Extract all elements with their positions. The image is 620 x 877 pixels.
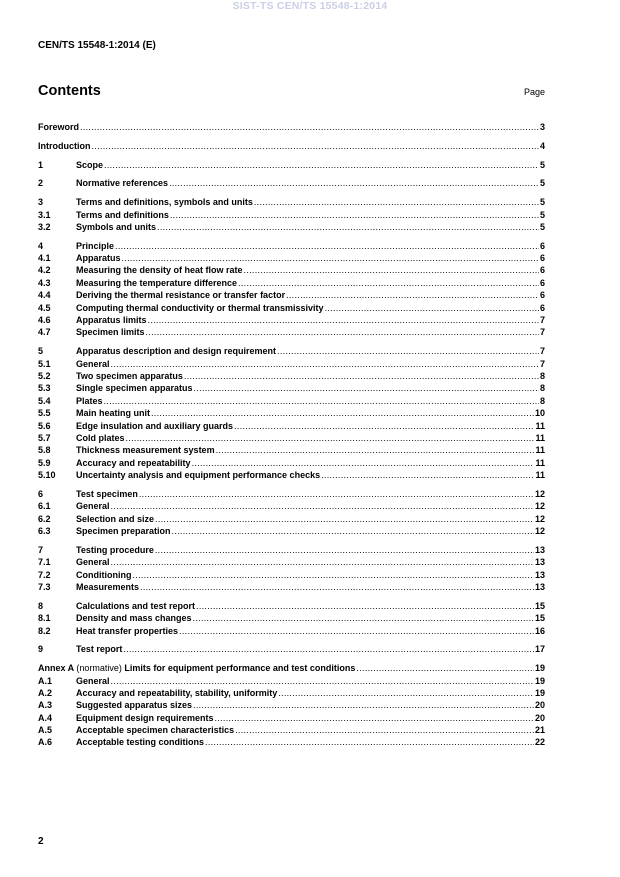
dot-leader	[92, 141, 539, 151]
toc-entry-page: 6	[539, 240, 545, 251]
toc-entry-title: Measuring the temperature difference	[76, 277, 238, 288]
toc-entry-page: 5	[539, 209, 545, 220]
dot-leader	[111, 557, 534, 567]
dot-leader	[215, 713, 534, 723]
toc-entry[interactable]	[38, 303, 545, 315]
toc-entry[interactable]	[38, 725, 545, 737]
toc-entry-page: 6	[539, 253, 545, 264]
dot-leader	[111, 501, 534, 511]
toc-entry-title: Equipment design requirements	[76, 712, 214, 723]
toc-entry-number: 2	[38, 178, 44, 189]
dot-leader	[238, 278, 539, 288]
toc-entry-page: 15	[534, 600, 545, 611]
toc-entry[interactable]	[38, 122, 545, 134]
toc-entry-page: 12	[534, 513, 545, 524]
toc-entry[interactable]	[38, 359, 545, 371]
toc-entry[interactable]	[38, 644, 545, 656]
dot-leader	[244, 265, 539, 275]
annex-page: 19	[534, 663, 545, 674]
dot-leader	[148, 315, 539, 325]
dot-leader	[115, 241, 539, 251]
annex-title-group	[38, 663, 355, 673]
toc-entry-number: 8.2	[38, 625, 51, 636]
toc-entry-number: 6.3	[38, 526, 51, 537]
toc-entry[interactable]	[38, 470, 545, 482]
toc-entry[interactable]	[38, 141, 545, 153]
toc-entry-page: 22	[534, 737, 545, 748]
dot-leader	[194, 383, 539, 393]
toc-entry[interactable]	[38, 458, 545, 470]
toc-entry-page: 13	[534, 582, 545, 593]
toc-entry-number: 4	[38, 240, 44, 251]
toc-entry-title: Accuracy and repeatability	[76, 457, 191, 468]
toc-entry-title: Uncertainty analysis and equipment performance checks	[76, 470, 321, 481]
toc-entry[interactable]	[38, 601, 545, 613]
toc-entry[interactable]	[38, 396, 545, 408]
toc-entry-page: 11	[535, 432, 545, 443]
toc-entry-title: Foreword	[38, 122, 80, 132]
toc-entry-number: A.3	[38, 700, 53, 711]
toc-entry-number: 4.2	[38, 265, 51, 276]
dot-leader	[111, 359, 539, 369]
dot-leader	[278, 688, 534, 698]
toc-entry[interactable]	[38, 676, 545, 688]
toc-entry-page: 7	[539, 327, 545, 338]
toc-entry-title: Measurements	[76, 582, 140, 593]
toc-entry-page: 5	[539, 159, 545, 170]
toc-entry-page: 10	[534, 408, 545, 419]
toc-entry-title: Calculations and test report	[76, 600, 196, 611]
dot-leader	[205, 737, 534, 747]
dot-leader	[277, 346, 539, 356]
toc-entry-page: 19	[534, 675, 545, 686]
dot-leader	[234, 421, 534, 431]
toc-entry-number: 5.9	[38, 457, 51, 468]
toc-entry[interactable]	[38, 700, 545, 712]
toc-entry-number: 8	[38, 600, 44, 611]
toc-entry-page: 7	[539, 358, 545, 369]
toc-entry-number: 5.3	[38, 383, 51, 394]
dot-leader	[140, 582, 534, 592]
toc-entry-number: 4.7	[38, 327, 51, 338]
toc-entry[interactable]	[38, 253, 545, 265]
toc-entry-title: Apparatus description and design requirement	[76, 346, 277, 357]
toc-entry-number: 5.1	[38, 358, 51, 369]
toc-entry-title: General	[76, 358, 110, 369]
toc-entry-number: 7.3	[38, 582, 51, 593]
toc-entry-number: 5.4	[38, 395, 51, 406]
toc-entry-number: 6.1	[38, 501, 51, 512]
toc-entry-title: Thickness measurement system	[76, 445, 215, 456]
toc-entry[interactable]	[38, 737, 545, 749]
toc-entry-title: Computing thermal conductivity or thermal transmissivity	[76, 302, 324, 313]
toc-entry[interactable]	[38, 545, 545, 557]
toc-entry-page: 7	[539, 346, 545, 357]
toc-entry[interactable]	[38, 514, 545, 526]
toc-entry-number: 5.10	[38, 470, 56, 481]
toc-entry[interactable]	[38, 210, 545, 222]
toc-entry-title: Cold plates	[76, 432, 125, 443]
toc-entry[interactable]	[38, 383, 545, 395]
toc-entry-number: A.1	[38, 675, 53, 686]
toc-entry[interactable]	[38, 557, 545, 569]
toc-entry-title: Acceptable specimen characteristics	[76, 725, 235, 736]
toc-entry[interactable]	[38, 626, 545, 638]
toc-entry-title: Density and mass changes	[76, 613, 192, 624]
toc-annex-entries	[38, 676, 545, 750]
page-title: Contents	[38, 83, 101, 99]
toc-entry-page: 16	[534, 625, 545, 636]
toc-entry-title: Selection and size	[76, 513, 155, 524]
toc-entry-number: 7.1	[38, 557, 51, 568]
dot-leader	[157, 222, 539, 232]
dot-leader	[155, 545, 534, 555]
dot-leader	[151, 408, 534, 418]
toc-entry-number: 9	[38, 644, 44, 655]
toc-entry-title: Conditioning	[76, 569, 132, 580]
toc-entry-number: 4.4	[38, 290, 51, 301]
dot-leader	[123, 644, 534, 654]
toc-entry[interactable]	[38, 222, 545, 234]
toc-entry-page: 8	[539, 383, 545, 394]
toc-entry[interactable]	[38, 713, 545, 725]
toc-entry-title: Principle	[76, 240, 115, 251]
dot-leader	[122, 253, 539, 263]
dot-leader	[325, 303, 539, 313]
toc-entry-number: 3.2	[38, 221, 51, 232]
toc-entry-number: A.5	[38, 725, 53, 736]
dot-leader	[321, 470, 534, 480]
toc-annex-entry[interactable]	[38, 663, 545, 675]
toc-entry-page: 6	[539, 302, 545, 313]
toc-entry[interactable]	[38, 445, 545, 457]
toc-entry-number: 6	[38, 488, 44, 499]
toc-entry-title: General	[76, 675, 110, 686]
dot-leader	[286, 290, 539, 300]
toc-entry-title: Testing procedure	[76, 544, 154, 555]
toc-entry-number: 5.7	[38, 432, 51, 443]
toc-entry[interactable]	[38, 501, 545, 513]
toc-entry-page: 13	[534, 569, 545, 580]
toc-entry-number: 5	[38, 346, 44, 357]
toc-entry-title: Edge insulation and auxiliary guards	[76, 420, 234, 431]
toc-main-entries	[38, 122, 545, 657]
toc-entry-number: 7	[38, 544, 44, 555]
toc-entry-title: Terms and definitions, symbols and units	[76, 197, 253, 208]
toc-entry-title: Terms and definitions	[76, 209, 169, 220]
toc-entry[interactable]	[38, 582, 545, 594]
toc-entry-number: A.2	[38, 687, 53, 698]
dot-leader	[193, 613, 534, 623]
toc-entry[interactable]	[38, 688, 545, 700]
toc-entry-page: 21	[534, 725, 545, 736]
toc-entry[interactable]	[38, 160, 545, 172]
dot-leader	[169, 178, 539, 188]
toc-entry-title: Normative references	[76, 178, 169, 189]
toc-entry-page: 4	[539, 140, 545, 151]
toc-entry-page: 3	[539, 122, 545, 132]
toc-entry-title: Introduction	[38, 140, 91, 151]
toc-entry-number: 7.2	[38, 569, 51, 580]
toc-entry-number: 4.3	[38, 277, 51, 288]
dot-leader	[192, 458, 535, 468]
toc-entry-number: 1	[38, 159, 44, 170]
dot-leader	[104, 396, 539, 406]
toc-entry[interactable]	[38, 327, 545, 339]
toc-entry[interactable]	[38, 197, 545, 209]
toc-entry-number: 3.1	[38, 209, 51, 220]
toc-entry-title: Symbols and units	[76, 221, 157, 232]
toc-entry-page: 17	[534, 644, 545, 655]
dot-leader	[126, 433, 535, 443]
toc-entry-number: 5.5	[38, 408, 51, 419]
dot-leader	[146, 327, 539, 337]
dot-leader	[111, 676, 534, 686]
toc-entry-page: 12	[534, 488, 545, 499]
toc-entry-page: 12	[534, 501, 545, 512]
toc-entry[interactable]	[38, 371, 545, 383]
toc-entry-number: A.4	[38, 712, 53, 723]
toc-entry-title: Apparatus limits	[76, 315, 147, 326]
page-number: 2	[38, 836, 44, 847]
toc-entry-page: 19	[534, 687, 545, 698]
dot-leader	[80, 122, 539, 132]
toc-entry[interactable]	[38, 346, 545, 358]
toc-entry-title: General	[76, 501, 110, 512]
annex-title: Limits for equipment performance and test conditions	[124, 663, 356, 674]
toc-entry-page: 5	[539, 178, 545, 189]
toc-entry-title: Specimen limits	[76, 327, 145, 338]
toc-entry-title: Test specimen	[76, 488, 138, 499]
toc-entry-number: A.6	[38, 737, 53, 748]
dot-leader	[132, 570, 534, 580]
toc-entry-number: 6.2	[38, 513, 51, 524]
dot-leader	[170, 210, 539, 220]
toc-entry-title: Single specimen apparatus	[76, 383, 193, 394]
dot-leader	[235, 725, 534, 735]
toc-entry-page: 6	[539, 265, 545, 276]
toc-entry-page: 13	[534, 557, 545, 568]
toc-entry-page: 15	[534, 613, 545, 624]
toc-entry[interactable]	[38, 315, 545, 327]
toc-entry-title: Test report	[76, 644, 123, 655]
toc-entry-number: 5.8	[38, 445, 51, 456]
page-column-label: Page	[523, 87, 545, 97]
toc-entry-number: 4.6	[38, 315, 51, 326]
toc-entry-page: 5	[539, 197, 545, 208]
toc-entry-number: 5.2	[38, 370, 51, 381]
toc-entry[interactable]	[38, 408, 545, 420]
toc-entry[interactable]	[38, 265, 545, 277]
toc-entry[interactable]	[38, 489, 545, 501]
toc-entry-page: 11	[535, 457, 545, 468]
toc-entry-page: 13	[534, 544, 545, 555]
annex-label: Annex A	[38, 663, 74, 674]
table-of-contents	[38, 122, 545, 750]
toc-entry-number: 8.1	[38, 613, 51, 624]
toc-entry-number: 4.1	[38, 253, 51, 264]
toc-entry-page: 20	[534, 712, 545, 723]
toc-entry-title: Heat transfer properties	[76, 625, 179, 636]
dot-leader	[104, 160, 539, 170]
toc-entry-title: General	[76, 557, 110, 568]
dot-leader	[172, 526, 534, 536]
toc-entry[interactable]	[38, 613, 545, 625]
toc-entry-page: 5	[539, 221, 545, 232]
toc-entry[interactable]	[38, 421, 545, 433]
toc-entry-page: 20	[534, 700, 545, 711]
toc-entry-page: 12	[534, 526, 545, 537]
toc-entry-number: 3	[38, 197, 44, 208]
toc-entry-page: 11	[535, 445, 545, 456]
toc-entry-title: Apparatus	[76, 253, 121, 264]
dot-leader	[216, 445, 535, 455]
dot-leader	[184, 371, 539, 381]
dot-leader	[196, 601, 534, 611]
toc-entry-number: 4.5	[38, 302, 51, 313]
toc-entry-title: Two specimen apparatus	[76, 370, 183, 381]
dot-leader	[356, 663, 534, 673]
annex-qualifier: (normative)	[76, 663, 122, 674]
toc-entry-page: 7	[539, 315, 545, 326]
watermark: SIST-TS CEN/TS 15548-1:2014	[232, 0, 388, 12]
toc-entry-title: Acceptable testing conditions	[76, 737, 205, 748]
toc-entry[interactable]	[38, 290, 545, 302]
toc-entry-title: Main heating unit	[76, 408, 150, 419]
toc-entry[interactable]	[38, 278, 545, 290]
dot-leader	[179, 626, 534, 636]
document-id: CEN/TS 15548-1:2014 (E)	[38, 40, 156, 51]
toc-entry-page: 11	[535, 470, 545, 481]
toc-entry-title: Specimen preparation	[76, 526, 171, 537]
toc-entry[interactable]	[38, 526, 545, 538]
toc-entry[interactable]	[38, 241, 545, 253]
dot-leader	[155, 514, 534, 524]
dot-leader	[193, 700, 534, 710]
toc-entry-title: Suggested apparatus sizes	[76, 700, 193, 711]
toc-entry-page: 11	[535, 420, 545, 431]
toc-entry-number: 5.6	[38, 420, 51, 431]
toc-entry[interactable]	[38, 433, 545, 445]
toc-entry-page: 8	[539, 370, 545, 381]
toc-entry-page: 6	[539, 290, 545, 301]
toc-entry[interactable]	[38, 178, 545, 190]
toc-entry-page: 8	[539, 395, 545, 406]
toc-entry-title: Measuring the density of heat flow rate	[76, 265, 243, 276]
toc-entry-title: Deriving the thermal resistance or transfer factor	[76, 290, 286, 301]
toc-entry-title: Plates	[76, 395, 103, 406]
dot-leader	[254, 197, 539, 207]
toc-entry-title: Accuracy and repeatability, stability, uniformity	[76, 687, 278, 698]
toc-entry-title: Scope	[76, 159, 104, 170]
toc-entry[interactable]	[38, 570, 545, 582]
dot-leader	[139, 489, 534, 499]
toc-entry-page: 6	[539, 277, 545, 288]
